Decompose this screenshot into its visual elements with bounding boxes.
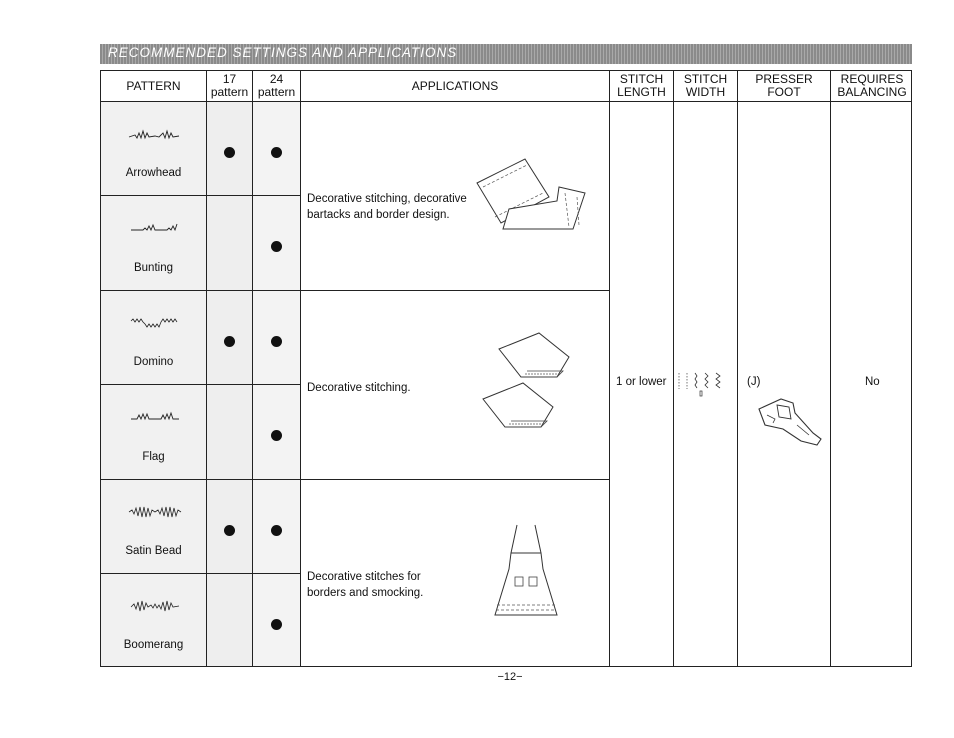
header-24-word: pattern [257, 85, 296, 99]
header-balancing-1: REQUIRES [840, 72, 904, 86]
application-text-1 [307, 191, 467, 223]
application-1-line-1: Decorative stitching, decorative [307, 193, 467, 205]
pinafore-dress-illustration [481, 519, 571, 625]
header-stitch-width-1: STITCH [683, 72, 728, 86]
pattern-name-flag: Flag [142, 451, 165, 463]
pattern-name-boomerang: Boomerang [123, 639, 184, 651]
header-17-pattern [207, 71, 252, 101]
header-17-num: 17 [222, 72, 237, 86]
section-banner [100, 44, 912, 64]
row-divider [101, 195, 300, 196]
pattern-24-availability-dot [271, 147, 282, 158]
banner-title: RECOMMENDED SETTINGS AND APPLICATIONS [108, 45, 458, 60]
header-24-num: 24 [269, 72, 284, 86]
header-stitch-length [610, 71, 673, 101]
column-divider [609, 71, 610, 666]
header-presser-foot [738, 71, 830, 101]
application-text-3 [307, 569, 423, 601]
header-17-word: pattern [210, 85, 249, 99]
header-pattern-label: PATTERN [126, 78, 181, 93]
row-divider [101, 573, 300, 574]
header-stitch-length-2: LENGTH [617, 85, 666, 99]
header-stitch-length-1: STITCH [619, 72, 664, 86]
header-applications [301, 71, 609, 101]
column-divider [206, 71, 207, 666]
boomerang-stitch-icon [131, 599, 179, 613]
pattern-24-availability-dot [271, 430, 282, 441]
pattern-17-availability-dot [224, 147, 235, 158]
group-divider [101, 290, 609, 291]
requires-balancing-value: No [865, 376, 880, 388]
header-requires-balancing [831, 71, 913, 101]
pattern-name-arrowhead: Arrowhead [125, 167, 182, 179]
cuffs-illustration [481, 327, 581, 437]
presser-foot-j-icon [753, 395, 827, 451]
domino-stitch-icon [131, 317, 179, 329]
pattern-24-availability-dot [271, 336, 282, 347]
application-1-line-2: bartacks and border design. [307, 209, 450, 221]
application-3-line-2: borders and smocking. [307, 587, 424, 599]
column-divider [300, 71, 301, 666]
row-divider [101, 384, 300, 385]
pattern-24-availability-dot [271, 241, 282, 252]
column-divider [252, 71, 253, 666]
header-balancing-2: BALANCING [837, 85, 907, 99]
column-divider [673, 71, 674, 666]
application-2-line-1: Decorative stitching. [307, 382, 411, 394]
pattern-17-availability-dot [224, 336, 235, 347]
column-divider [830, 71, 831, 666]
header-divider [101, 101, 911, 102]
header-stitch-width-2: WIDTH [685, 85, 726, 99]
pattern-name-satin-bead: Satin Bead [125, 545, 182, 557]
arrowhead-stitch-icon [129, 129, 179, 141]
pattern-name-bunting: Bunting [133, 262, 173, 274]
pattern-24-availability-dot [271, 525, 282, 536]
header-stitch-width [674, 71, 737, 101]
application-text-2 [307, 380, 411, 396]
stitch-width-indicator-icon [677, 371, 733, 397]
header-presser-2: FOOT [767, 85, 801, 99]
satin-bead-stitch-icon [129, 505, 181, 519]
header-24-pattern [253, 71, 300, 101]
group-divider [101, 479, 609, 480]
pattern-name-domino: Domino [133, 356, 174, 368]
header-applications-label: APPLICATIONS [411, 78, 499, 93]
fabric-pieces-illustration [473, 157, 591, 237]
stitch-length-value: 1 or lower [616, 376, 667, 388]
settings-table [100, 70, 912, 667]
header-pattern [101, 71, 206, 101]
presser-foot-value: (J) [747, 376, 761, 388]
header-presser-1: PRESSER [755, 72, 813, 86]
pattern-17-availability-dot [224, 525, 235, 536]
page-number: −12− [497, 671, 523, 683]
bunting-stitch-icon [131, 222, 177, 232]
pattern-24-availability-dot [271, 619, 282, 630]
flag-stitch-icon [131, 410, 179, 422]
application-3-line-1: Decorative stitches for [307, 571, 421, 583]
column-divider [737, 71, 738, 666]
